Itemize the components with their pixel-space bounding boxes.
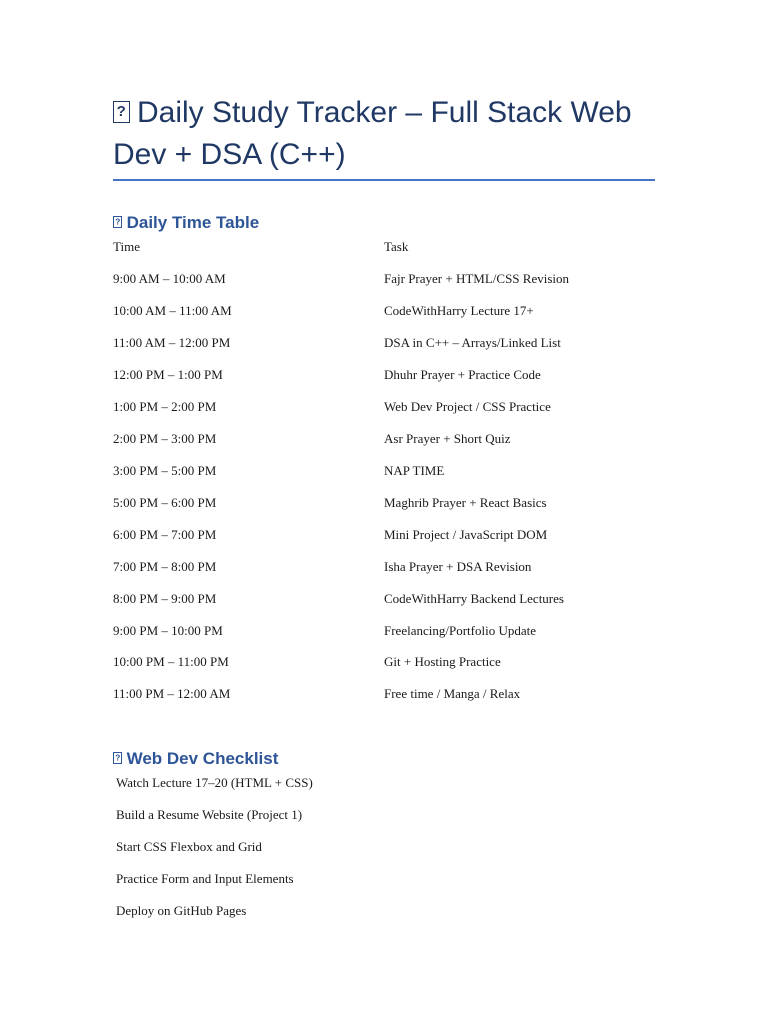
checklist-item: Watch Lecture 17–20 (HTML + CSS): [116, 775, 313, 790]
timetable-row: [113, 557, 658, 577]
timetable-task-cell: Asr Prayer + Short Quiz: [384, 430, 511, 446]
checklist-item: Practice Form and Input Elements: [116, 871, 294, 886]
timetable-time-cell: 5:00 PM – 6:00 PM: [113, 494, 217, 510]
timetable-header-task: Task: [384, 239, 409, 254]
timetable-task-cell: Web Dev Project / CSS Practice: [384, 398, 551, 414]
timetable-time-cell: 6:00 PM – 7:00 PM: [113, 526, 217, 542]
timetable-time-cell: 8:00 PM – 9:00 PM: [113, 590, 217, 606]
missing-glyph-icon: [113, 216, 122, 228]
timetable-time-cell: 12:00 PM – 1:00 PM: [113, 366, 223, 382]
timetable-task-cell: CodeWithHarry Lecture 17+: [384, 302, 534, 318]
timetable-time-cell: 2:00 PM – 3:00 PM: [113, 430, 217, 446]
timetable-heading-text: Daily Time Table: [126, 213, 260, 232]
timetable-row: [113, 684, 658, 704]
timetable-row: [113, 525, 658, 545]
timetable-task-cell: Maghrib Prayer + React Basics: [384, 494, 547, 510]
timetable-row: [113, 397, 658, 417]
timetable-task-cell: Free time / Manga / Relax: [384, 686, 521, 702]
timetable-row: [113, 429, 658, 449]
timetable-row: [113, 589, 658, 609]
timetable-time-cell: 1:00 PM – 2:00 PM: [113, 398, 217, 414]
timetable-row: [113, 269, 658, 289]
timetable-heading: [113, 212, 259, 234]
timetable-row: [113, 652, 658, 672]
timetable-time-cell: 9:00 PM – 10:00 PM: [113, 622, 223, 638]
checklist-heading-text: Web Dev Checklist: [126, 749, 279, 768]
timetable-time-cell: 9:00 AM – 10:00 AM: [113, 271, 226, 286]
missing-glyph-icon: [113, 752, 122, 764]
timetable-header-row: [113, 237, 658, 257]
timetable-task-cell: CodeWithHarry Backend Lectures: [384, 590, 564, 606]
document-title-text: Daily Study Tracker – Full Stack Web Dev + DSA (C++): [113, 96, 632, 171]
timetable-time-cell: 7:00 PM – 8:00 PM: [113, 558, 217, 574]
checklist-item: Build a Resume Website (Project 1): [116, 807, 303, 822]
checklist-heading: [113, 748, 278, 770]
timetable-row: [113, 493, 658, 513]
timetable-time-cell: 10:00 AM – 11:00 AM: [113, 302, 232, 318]
timetable-task-cell: Freelancing/Portfolio Update: [384, 622, 536, 638]
checklist-item: Start CSS Flexbox and Grid: [116, 839, 262, 854]
title-underline: [113, 179, 655, 181]
timetable-task-cell: Isha Prayer + DSA Revision: [384, 558, 532, 574]
timetable-task-cell: Fajr Prayer + HTML/CSS Revision: [384, 271, 569, 286]
timetable-header-time: Time: [113, 239, 140, 254]
timetable-task-cell: Git + Hosting Practice: [384, 654, 501, 670]
document-title: [113, 92, 658, 176]
timetable-time-cell: 11:00 PM – 12:00 AM: [113, 686, 231, 702]
timetable-task-cell: Mini Project / JavaScript DOM: [384, 526, 548, 542]
timetable-time-cell: 11:00 AM – 12:00 PM: [113, 334, 231, 350]
timetable-row: [113, 365, 658, 385]
timetable-task-cell: NAP TIME: [384, 462, 445, 478]
checklist-item: Deploy on GitHub Pages: [116, 903, 247, 918]
timetable-task-cell: DSA in C++ – Arrays/Linked List: [384, 334, 561, 350]
timetable-row: [113, 333, 658, 353]
timetable-row: [113, 301, 658, 321]
timetable-time-cell: 10:00 PM – 11:00 PM: [113, 654, 229, 670]
timetable-row: [113, 621, 658, 641]
timetable-row: [113, 461, 658, 481]
missing-glyph-icon: [113, 101, 130, 123]
timetable-task-cell: Dhuhr Prayer + Practice Code: [384, 366, 541, 382]
timetable-time-cell: 3:00 PM – 5:00 PM: [113, 462, 217, 478]
